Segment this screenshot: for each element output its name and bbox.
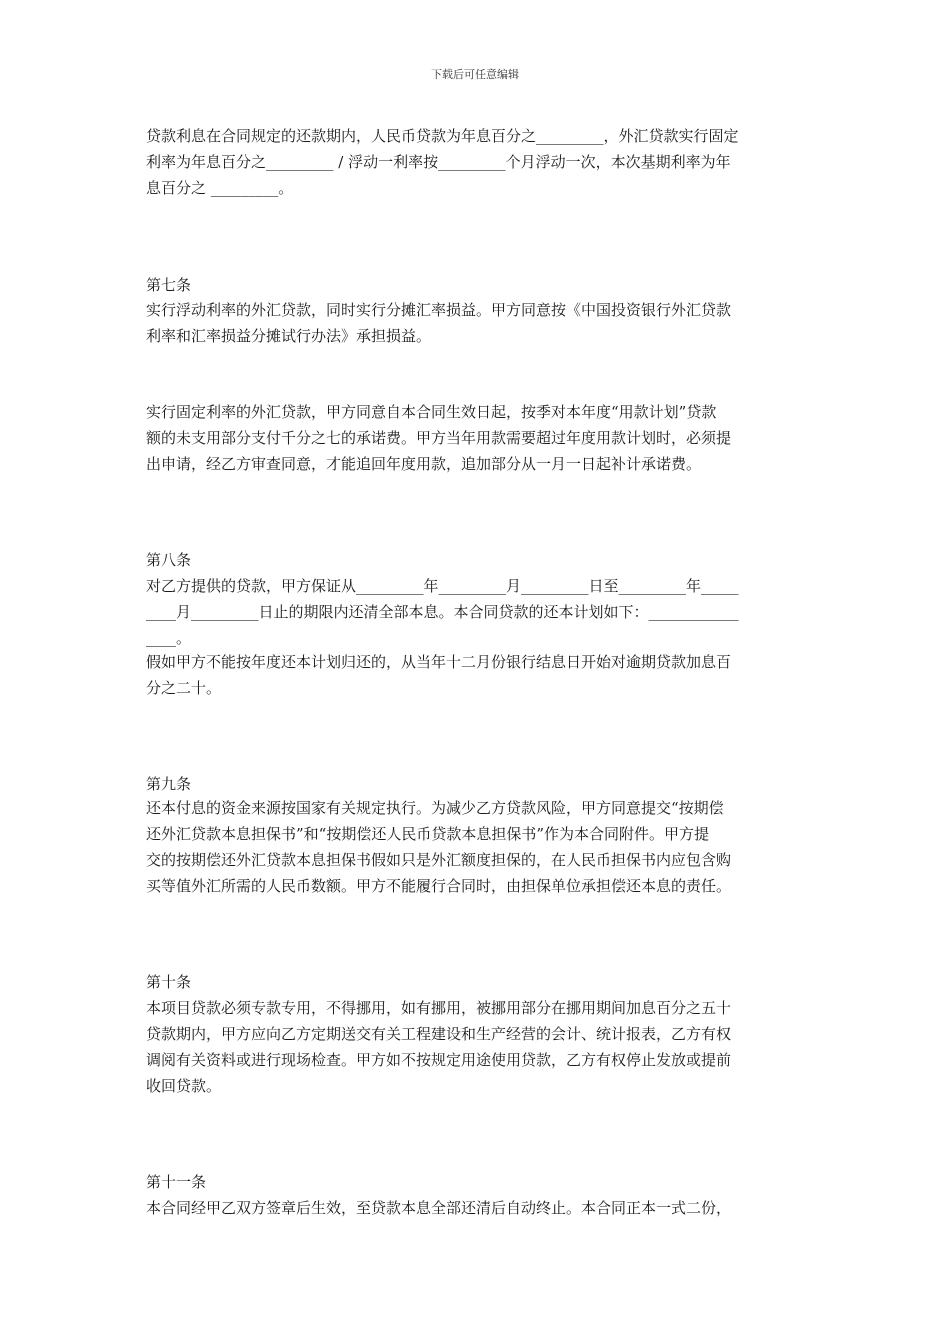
text-line: 调阅有关资料或进行现场检查。甲方如不按规定用途使用贷款，乙方有权停止发放或提前 [146, 1051, 732, 1069]
text-line: 对乙方提供的贷款，甲方保证从_________年_________月_________日至_________年_____ [146, 577, 739, 595]
page-header: 下载后可任意编辑 [431, 68, 519, 81]
text-line: 本合同经甲乙双方签章后生效，至贷款本息全部还清后自动终止。本合同正本一式二份， [146, 1199, 732, 1217]
text-line: 买等值外汇所需的人民币数额。甲方不能履行合同时，由担保单位承担偿还本息的责任。 [146, 877, 732, 895]
article-7-title: 第七条 [146, 276, 192, 294]
text-line: 分之二十。 [146, 679, 222, 697]
text-line: 出申请，经乙方审查同意，才能追回年度用款，追加部分从一月一日起补计承诺费。 [146, 455, 702, 473]
text-line: 息百分之 _________。 [146, 179, 294, 197]
text-line: 贷款期内，甲方应向乙方定期送交有关工程建设和生产经营的会计、统计报表，乙方有权 [146, 1025, 732, 1043]
article-11-title: 第十一条 [146, 1173, 207, 1191]
text-line: ____月_________日止的期限内还清全部本息。本合同贷款的还本计划如下：____________ [146, 603, 739, 621]
text-line: 贷款利息在合同规定的还款期内，人民币贷款为年息百分之_________，外汇贷款实行固定 [146, 127, 739, 145]
text-line: 额的未支用部分支付千分之七的承诺费。甲方当年用款需要超过年度用款计划时，必须提 [146, 429, 732, 447]
text-line: 假如甲方不能按年度还本计划归还的，从当年十二月份银行结息日开始对逾期贷款加息百 [146, 653, 732, 671]
text-line: 利率和汇率损益分摊试行办法》承担损益。 [146, 327, 432, 345]
article-9-title: 第九条 [146, 775, 192, 793]
text-line: 还外汇贷款本息担保书”和“按期偿还人民币贷款本息担保书”作为本合同附件。甲方提 [146, 825, 710, 843]
text-line: 交的按期偿还外汇贷款本息担保书假如只是外汇额度担保的，在人民币担保书内应包含购 [146, 851, 732, 869]
article-8-title: 第八条 [146, 551, 192, 569]
text-line: 利率为年息百分之_________ / 浮动一利率按_________个月浮动一次，本次基期利率为年 [146, 153, 731, 171]
text-line: 收回贷款。 [146, 1077, 222, 1095]
text-line: ____。 [146, 629, 192, 647]
text-line: 本项目贷款必须专款专用，不得挪用，如有挪用，被挪用部分在挪用期间加息百分之五十 [146, 999, 732, 1017]
article-10-title: 第十条 [146, 973, 192, 991]
text-line: 实行固定利率的外汇贷款，甲方同意自本合同生效日起，按季对本年度“用款计划”贷款 [146, 403, 717, 421]
text-line: 实行浮动利率的外汇贷款，同时实行分摊汇率损益。甲方同意按《中国投资银行外汇贷款 [146, 301, 732, 319]
text-line: 还本付息的资金来源按国家有关规定执行。为减少乙方贷款风险，甲方同意提交“按期偿 [146, 799, 724, 817]
